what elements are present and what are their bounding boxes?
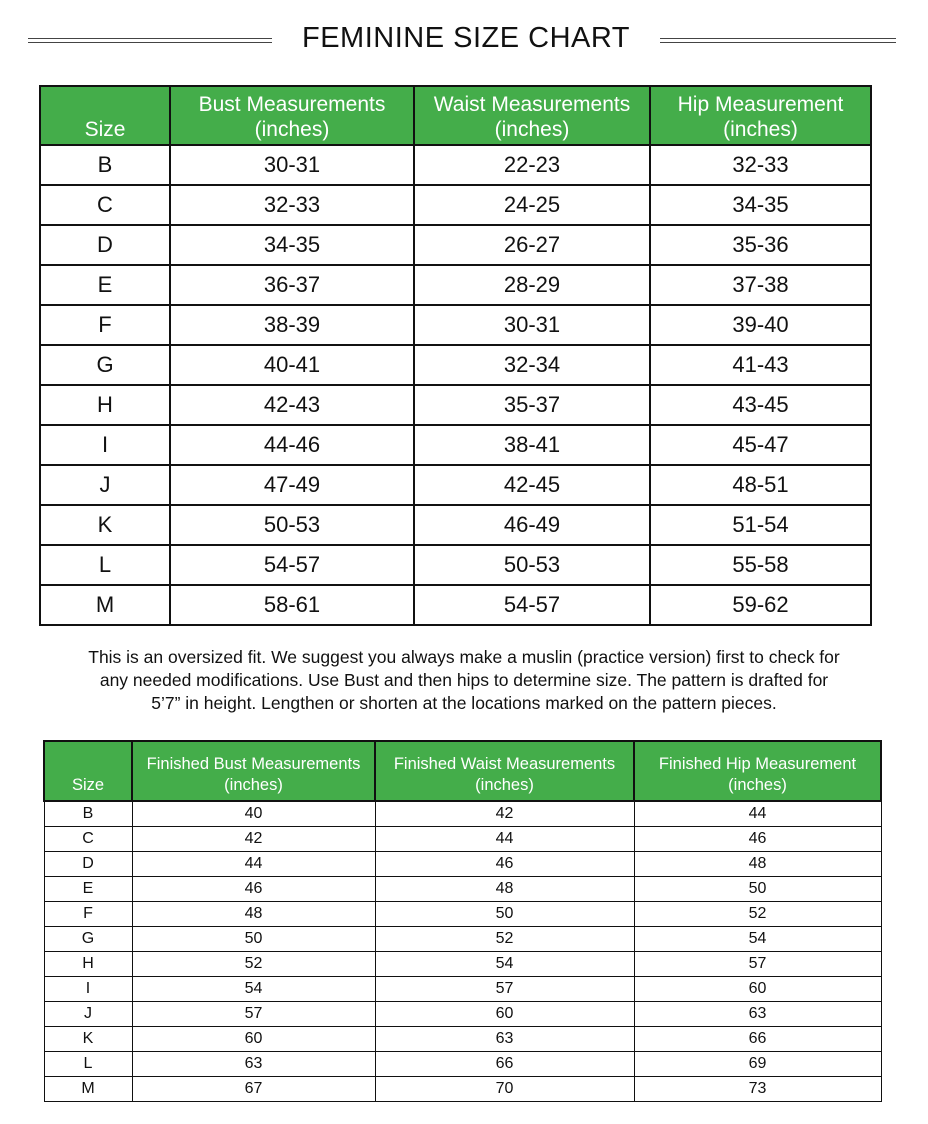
size-cell: D [44, 852, 132, 877]
bust-cell: 54-57 [170, 545, 414, 585]
note-line: This is an oversized fit. We suggest you always make a muslin (practice version) first to check for [88, 647, 840, 667]
table-row [40, 145, 871, 185]
hip-cell: 55-58 [650, 545, 871, 585]
size-cell: D [40, 225, 170, 265]
table-row [44, 1077, 881, 1102]
bust-cell: 34-35 [170, 225, 414, 265]
table-row [40, 345, 871, 385]
waist-cell: 54 [375, 952, 634, 977]
header-waist: Waist Measurements (inches) [414, 86, 650, 145]
size-cell: B [40, 145, 170, 185]
size-cell: E [44, 877, 132, 902]
waist-cell: 63 [375, 1027, 634, 1052]
bust-cell: 48 [132, 902, 375, 927]
title-row [0, 18, 928, 64]
header-bust: Bust Measurements (inches) [170, 86, 414, 145]
size-cell: C [40, 185, 170, 225]
waist-cell: 50-53 [414, 545, 650, 585]
waist-cell: 46-49 [414, 505, 650, 545]
table-row [40, 425, 871, 465]
bust-cell: 50 [132, 927, 375, 952]
hip-cell: 59-62 [650, 585, 871, 625]
hip-cell: 54 [634, 927, 881, 952]
bust-cell: 42-43 [170, 385, 414, 425]
hip-cell: 52 [634, 902, 881, 927]
bust-cell: 44 [132, 852, 375, 877]
waist-cell: 57 [375, 977, 634, 1002]
hip-cell: 51-54 [650, 505, 871, 545]
hip-cell: 60 [634, 977, 881, 1002]
waist-cell: 24-25 [414, 185, 650, 225]
waist-cell: 26-27 [414, 225, 650, 265]
size-cell: K [40, 505, 170, 545]
hip-cell: 50 [634, 877, 881, 902]
table-row [44, 927, 881, 952]
size-cell: K [44, 1027, 132, 1052]
bust-cell: 40 [132, 801, 375, 827]
size-cell: J [44, 1002, 132, 1027]
bust-cell: 47-49 [170, 465, 414, 505]
table-row [40, 265, 871, 305]
hip-cell: 48-51 [650, 465, 871, 505]
table-row [40, 585, 871, 625]
table-row [44, 1002, 881, 1027]
bust-cell: 36-37 [170, 265, 414, 305]
size-cell: G [44, 927, 132, 952]
hip-cell: 63 [634, 1002, 881, 1027]
table-row [44, 801, 881, 827]
hip-cell: 45-47 [650, 425, 871, 465]
waist-cell: 35-37 [414, 385, 650, 425]
table-header-row [40, 86, 871, 145]
bust-cell: 63 [132, 1052, 375, 1077]
table-header-row [44, 741, 881, 801]
table-row [44, 827, 881, 852]
table-row [40, 225, 871, 265]
hip-cell: 57 [634, 952, 881, 977]
bust-cell: 60 [132, 1027, 375, 1052]
note-line: any needed modifications. Use Bust and then hips to determine size. The pattern is drafted for [99, 670, 829, 690]
size-cell: F [40, 305, 170, 345]
waist-cell: 70 [375, 1077, 634, 1102]
hip-cell: 69 [634, 1052, 881, 1077]
hip-cell: 35-36 [650, 225, 871, 265]
table-row [40, 465, 871, 505]
table-row [44, 902, 881, 927]
bust-cell: 67 [132, 1077, 375, 1102]
waist-cell: 52 [375, 927, 634, 952]
waist-cell: 38-41 [414, 425, 650, 465]
waist-cell: 44 [375, 827, 634, 852]
table-row [40, 305, 871, 345]
size-cell: J [40, 465, 170, 505]
note-line: 5’7” in height. Lengthen or shorten at the locations marked on the pattern pieces. [151, 693, 777, 713]
waist-cell: 54-57 [414, 585, 650, 625]
hip-cell: 34-35 [650, 185, 871, 225]
size-cell: F [44, 902, 132, 927]
waist-cell: 42 [375, 801, 634, 827]
size-cell: H [44, 952, 132, 977]
table-row [44, 952, 881, 977]
header-finished-hip: Finished Hip Measurement (inches) [634, 741, 881, 801]
table-row [40, 185, 871, 225]
hip-cell: 46 [634, 827, 881, 852]
hip-cell: 32-33 [650, 145, 871, 185]
table-row [40, 545, 871, 585]
waist-cell: 50 [375, 902, 634, 927]
size-cell: E [40, 265, 170, 305]
bust-cell: 40-41 [170, 345, 414, 385]
table-row [44, 1027, 881, 1052]
hip-cell: 66 [634, 1027, 881, 1052]
bust-cell: 32-33 [170, 185, 414, 225]
bust-cell: 30-31 [170, 145, 414, 185]
hip-cell: 44 [634, 801, 881, 827]
hip-cell: 48 [634, 852, 881, 877]
waist-cell: 60 [375, 1002, 634, 1027]
waist-cell: 66 [375, 1052, 634, 1077]
size-cell: L [40, 545, 170, 585]
waist-cell: 46 [375, 852, 634, 877]
waist-cell: 22-23 [414, 145, 650, 185]
header-hip: Hip Measurement (inches) [650, 86, 871, 145]
bust-cell: 50-53 [170, 505, 414, 545]
page-title: FEMININE SIZE CHART [302, 22, 630, 54]
waist-cell: 42-45 [414, 465, 650, 505]
bust-cell: 44-46 [170, 425, 414, 465]
table-row [44, 977, 881, 1002]
size-cell: H [40, 385, 170, 425]
size-cell: I [40, 425, 170, 465]
table-row [44, 1052, 881, 1077]
header-finished-bust: Finished Bust Measurements (inches) [132, 741, 375, 801]
body-measurements-table [39, 85, 872, 626]
waist-cell: 48 [375, 877, 634, 902]
bust-cell: 38-39 [170, 305, 414, 345]
size-cell: L [44, 1052, 132, 1077]
hip-cell: 39-40 [650, 305, 871, 345]
waist-cell: 30-31 [414, 305, 650, 345]
size-cell: G [40, 345, 170, 385]
size-cell: I [44, 977, 132, 1002]
bust-cell: 42 [132, 827, 375, 852]
table-row [44, 852, 881, 877]
bust-cell: 46 [132, 877, 375, 902]
table-row [40, 385, 871, 425]
waist-cell: 28-29 [414, 265, 650, 305]
waist-cell: 32-34 [414, 345, 650, 385]
fit-note [30, 646, 898, 715]
bust-cell: 52 [132, 952, 375, 977]
title-rule-right [660, 38, 896, 43]
size-cell: C [44, 827, 132, 852]
table-row [40, 505, 871, 545]
header-size: Size [44, 741, 132, 801]
bust-cell: 54 [132, 977, 375, 1002]
header-size: Size [40, 86, 170, 145]
bust-cell: 57 [132, 1002, 375, 1027]
title-rule-left [28, 38, 272, 43]
size-cell: B [44, 801, 132, 827]
hip-cell: 73 [634, 1077, 881, 1102]
bust-cell: 58-61 [170, 585, 414, 625]
table-row [44, 877, 881, 902]
hip-cell: 37-38 [650, 265, 871, 305]
header-finished-waist: Finished Waist Measurements (inches) [375, 741, 634, 801]
hip-cell: 41-43 [650, 345, 871, 385]
finished-measurements-table [43, 740, 882, 1102]
size-cell: M [44, 1077, 132, 1102]
size-cell: M [40, 585, 170, 625]
hip-cell: 43-45 [650, 385, 871, 425]
